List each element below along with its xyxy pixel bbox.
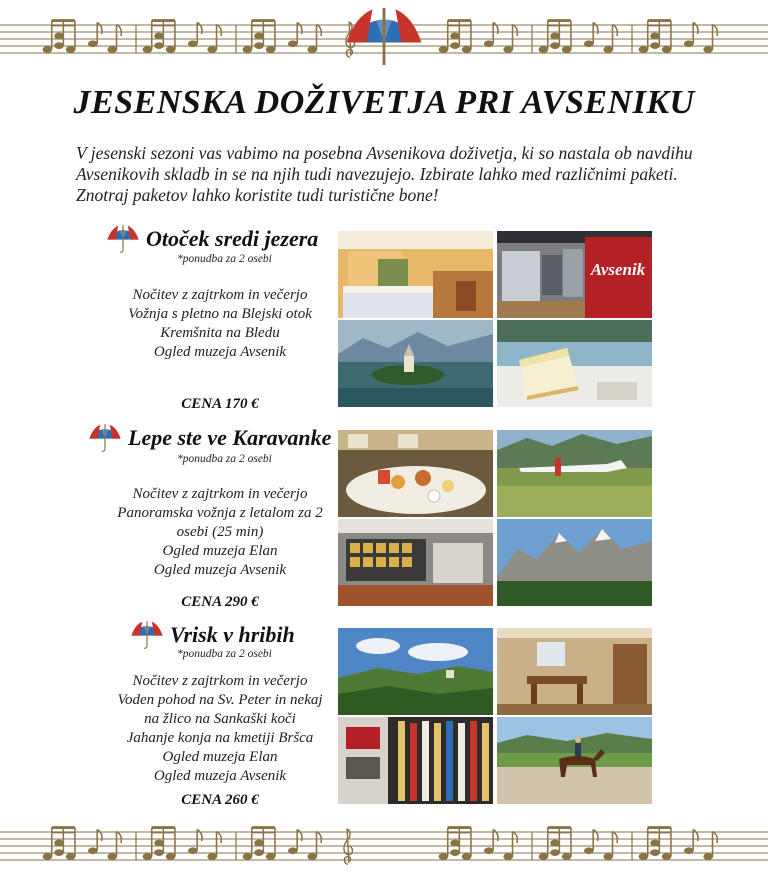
package-3-header — [128, 620, 295, 650]
list-item: Ogled muzeja Elan — [162, 749, 278, 765]
package-3-items — [100, 672, 340, 786]
photo-elan-skis — [338, 717, 493, 804]
list-item: Jahanje konja na kmetiji Bršca — [126, 730, 314, 746]
music-staff-bottom — [0, 812, 768, 872]
package-1-items — [100, 286, 340, 362]
museum-sign-text: Avsenik — [590, 260, 646, 279]
umbrella-icon — [86, 423, 124, 453]
photo-museum-avsenik — [497, 231, 652, 318]
package-2-price: CENA 290 € — [181, 594, 259, 610]
package-2-name: Lepe ste ve Karavanke — [128, 425, 332, 450]
music-staff-top — [0, 5, 768, 65]
photo-hills-landscape — [338, 628, 493, 715]
list-item: na žlico na Sankaški koči — [144, 711, 296, 727]
intro-paragraph: V jesenski sezoni vas vabimo na posebna Avsenikova doživetja, ki so nastala ob navdihu Avsenikovih skladb in se na njih tudi navezujejo. Izbirate lahko med različnimi paketi. Znotraj paketov lahko koristite tudi turistične bone! — [76, 143, 693, 205]
photo-kremsnita-cake — [497, 320, 652, 407]
package-2-items — [100, 485, 340, 580]
package-3-name: Vrisk v hribih — [170, 622, 295, 647]
list-item: Vožnja s pletno na Blejski otok — [128, 306, 312, 322]
umbrella-icon — [347, 7, 422, 65]
package-1-header — [104, 224, 318, 254]
list-item: Kremšnita na Bledu — [160, 325, 280, 341]
package-2-offer: *ponudba za 2 osebi — [177, 453, 272, 465]
photo-panoramic-plane — [497, 430, 652, 517]
package-1-offer: *ponudba za 2 osebi — [177, 253, 272, 265]
list-item: osebi (25 min) — [176, 524, 264, 540]
photo-breakfast-table — [338, 430, 493, 517]
list-item: Nočitev z zajtrkom in večerjo — [132, 673, 308, 689]
list-item: Ogled muzeja Avsenik — [153, 768, 287, 784]
list-item: Ogled muzeja Avsenik — [153, 344, 287, 360]
list-item: Ogled muzeja Elan — [162, 543, 278, 559]
photo-mountain-hut — [497, 628, 652, 715]
package-1-name: Otoček sredi jezera — [146, 226, 319, 251]
umbrella-icon — [128, 620, 166, 650]
package-3-price: CENA 260 € — [181, 792, 259, 808]
list-item: Panoramska vožnja z letalom za 2 — [117, 505, 323, 521]
photo-horse-riding — [497, 717, 652, 804]
package-1-price: CENA 170 € — [181, 396, 259, 412]
package-3-offer: *ponudba za 2 osebi — [177, 648, 272, 660]
photo-bled-island — [338, 320, 493, 407]
list-item: Nočitev z zajtrkom in večerjo — [132, 486, 308, 502]
umbrella-icon — [104, 224, 142, 254]
page-title: JESENSKA DOŽIVETJA PRI AVSENIKU — [73, 84, 695, 121]
treble-clef-icon — [344, 829, 353, 864]
list-item: Ogled muzeja Avsenik — [153, 562, 287, 578]
photo-hotel-room — [338, 231, 493, 318]
photo-museum-elan — [338, 519, 493, 606]
list-item: Voden pohod na Sv. Peter in nekaj — [117, 692, 323, 708]
list-item: Nočitev z zajtrkom in večerjo — [132, 287, 308, 303]
photo-karavanke-mountains — [497, 519, 652, 606]
package-2-header — [86, 423, 331, 453]
